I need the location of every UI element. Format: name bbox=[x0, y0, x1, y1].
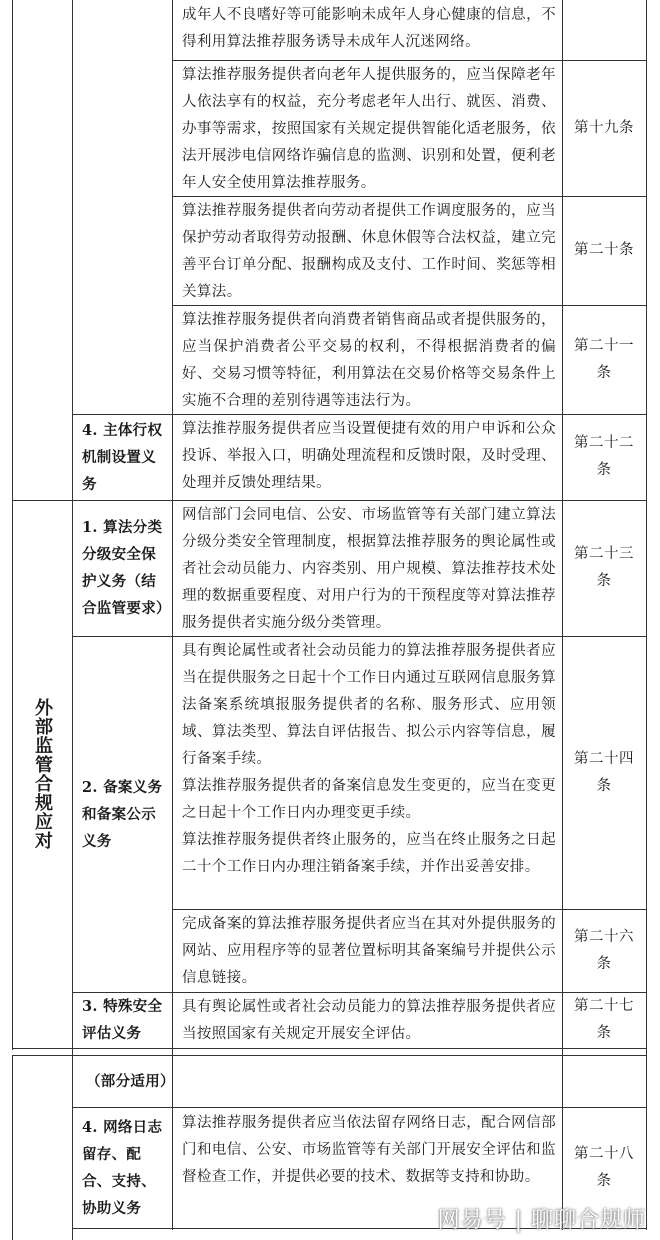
article-ref: 第二十六条 bbox=[574, 928, 634, 972]
source-watermark: 网易号 | 聊聊合规师 bbox=[437, 1208, 646, 1233]
row-content bbox=[172, 992, 562, 1048]
article-ref: 第二十四条 bbox=[574, 750, 634, 794]
content-paragraph: 算法推荐服务提供者的备案信息发生变更的，应当在变更之日起十个工作日内办理变更手续。 bbox=[182, 778, 556, 821]
article-ref: 第十九条 bbox=[574, 119, 634, 136]
row-content bbox=[172, 305, 562, 414]
row-content bbox=[172, 500, 562, 636]
row-content bbox=[172, 636, 562, 909]
article-ref: 第二十条 bbox=[574, 242, 634, 258]
outer-left-border-lower bbox=[12, 1055, 13, 1240]
duty-label: （部分适用） bbox=[86, 1072, 175, 1090]
content-paragraph: 算法推荐服务提供者应当依法留存网络日志，配合网信部门和电信、公安、市场监管等有关部门开展安全评估和监督检查工作，并提供必要的技术、数据等支持和协助。 bbox=[182, 1115, 556, 1185]
content-paragraph: 算法推荐服务提供者向劳动者提供工作调度服务的，应当保护劳动者取得劳动报酬、休息休假等合法权益，建立完善平台订单分配、报酬构成及支付、工作时间、奖惩等相关算法。 bbox=[182, 203, 556, 300]
row-content bbox=[172, 2, 562, 60]
content-paragraph: 算法推荐服务提供者应当设置便捷有效的用户申诉和公众投诉、举报入口，明确处理流程和反馈时限，及时受理、处理并反馈处理结果。 bbox=[182, 421, 556, 491]
duty-label: 2. 备案义务和备案公示义务 bbox=[82, 778, 163, 850]
article-ref: 第二十二条 bbox=[574, 435, 634, 478]
content-paragraph: 算法推荐服务提供者向消费者销售商品或者提供服务的，应当保护消费者公平交易的权利，不得根据消费者的偏好、交易习惯等特征，利用算法在交易价格等交易条件上实施不合理的差别待遇等违法行为。 bbox=[182, 312, 556, 409]
article-ref: 第二十七条 bbox=[574, 998, 634, 1041]
content-paragraph: 完成备案的算法推荐服务提供者应当在其对外提供服务的网站、应用程序等的显著位置标明其备案编号并提供公示信息链接。 bbox=[182, 916, 556, 986]
article-ref: 第二十一条 bbox=[574, 337, 634, 381]
content-paragraph: 网信部门会同电信、公安、市场监管等有关部门建立算法分级分类安全管理制度，根据算法推荐服务的舆论属性或者社会动员能力、内容类别、用户规模、算法推荐技术处理的数据重要程度、对用户行为的干预程度等对算法推荐服务提供者实施分级分类管理。 bbox=[182, 507, 556, 631]
article-ref: 第二十八条 bbox=[574, 1145, 634, 1189]
content-paragraph: 算法推荐服务提供者向老年人提供服务的，应当保障老年人依法享有的权益，充分考虑老年人出行、就医、消费、办事等需求，按照国家有关规定提供智能化适老服务，依法开展涉电信网络诈骗信息的监测、识别和处置，便利老年人安全使用算法推荐服务。 bbox=[182, 67, 556, 191]
duty-label: 3. 特殊安全评估义务 bbox=[82, 998, 163, 1042]
content-paragraph: 算法推荐服务提供者终止服务的，应当在终止服务之日起二十个工作日内办理注销备案手续，并作出妥善安排。 bbox=[182, 832, 556, 875]
category-label: 外部监管合规应对 bbox=[32, 698, 53, 850]
duty-label: 4. 主体行权机制设置义务 bbox=[82, 421, 163, 493]
outer-right-border bbox=[646, 0, 647, 1230]
content-paragraph: 具有舆论属性或者社会动员能力的算法推荐服务提供者应当按照国家有关规定开展安全评估。 bbox=[182, 999, 556, 1042]
content-paragraph: 成年人不良嗜好等可能影响未成年人身心健康的信息，不得利用算法推荐服务诱导未成年人沉迷网络。 bbox=[182, 7, 556, 50]
article-ref: 第二十三条 bbox=[574, 546, 634, 589]
row-content bbox=[172, 196, 562, 305]
row-content bbox=[172, 909, 562, 992]
row-content bbox=[172, 60, 562, 196]
content-paragraph: 具有舆论属性或者社会动员能力的算法推荐服务提供者应当在提供服务之日起十个工作日内通过互联网信息服务算法备案系统填报服务提供者的名称、服务形式、应用领域、算法类型、算法自评估报告、拟公示内容等信息，履行备案手续。 bbox=[182, 643, 556, 767]
duty-label: 4. 网络日志留存、配合、支持、协助义务 bbox=[82, 1118, 163, 1217]
duty-label: 1. 算法分类分级安全保护义务（结合监管要求） bbox=[82, 519, 171, 617]
row-content bbox=[172, 414, 562, 500]
section-bottom-line bbox=[12, 1048, 646, 1049]
